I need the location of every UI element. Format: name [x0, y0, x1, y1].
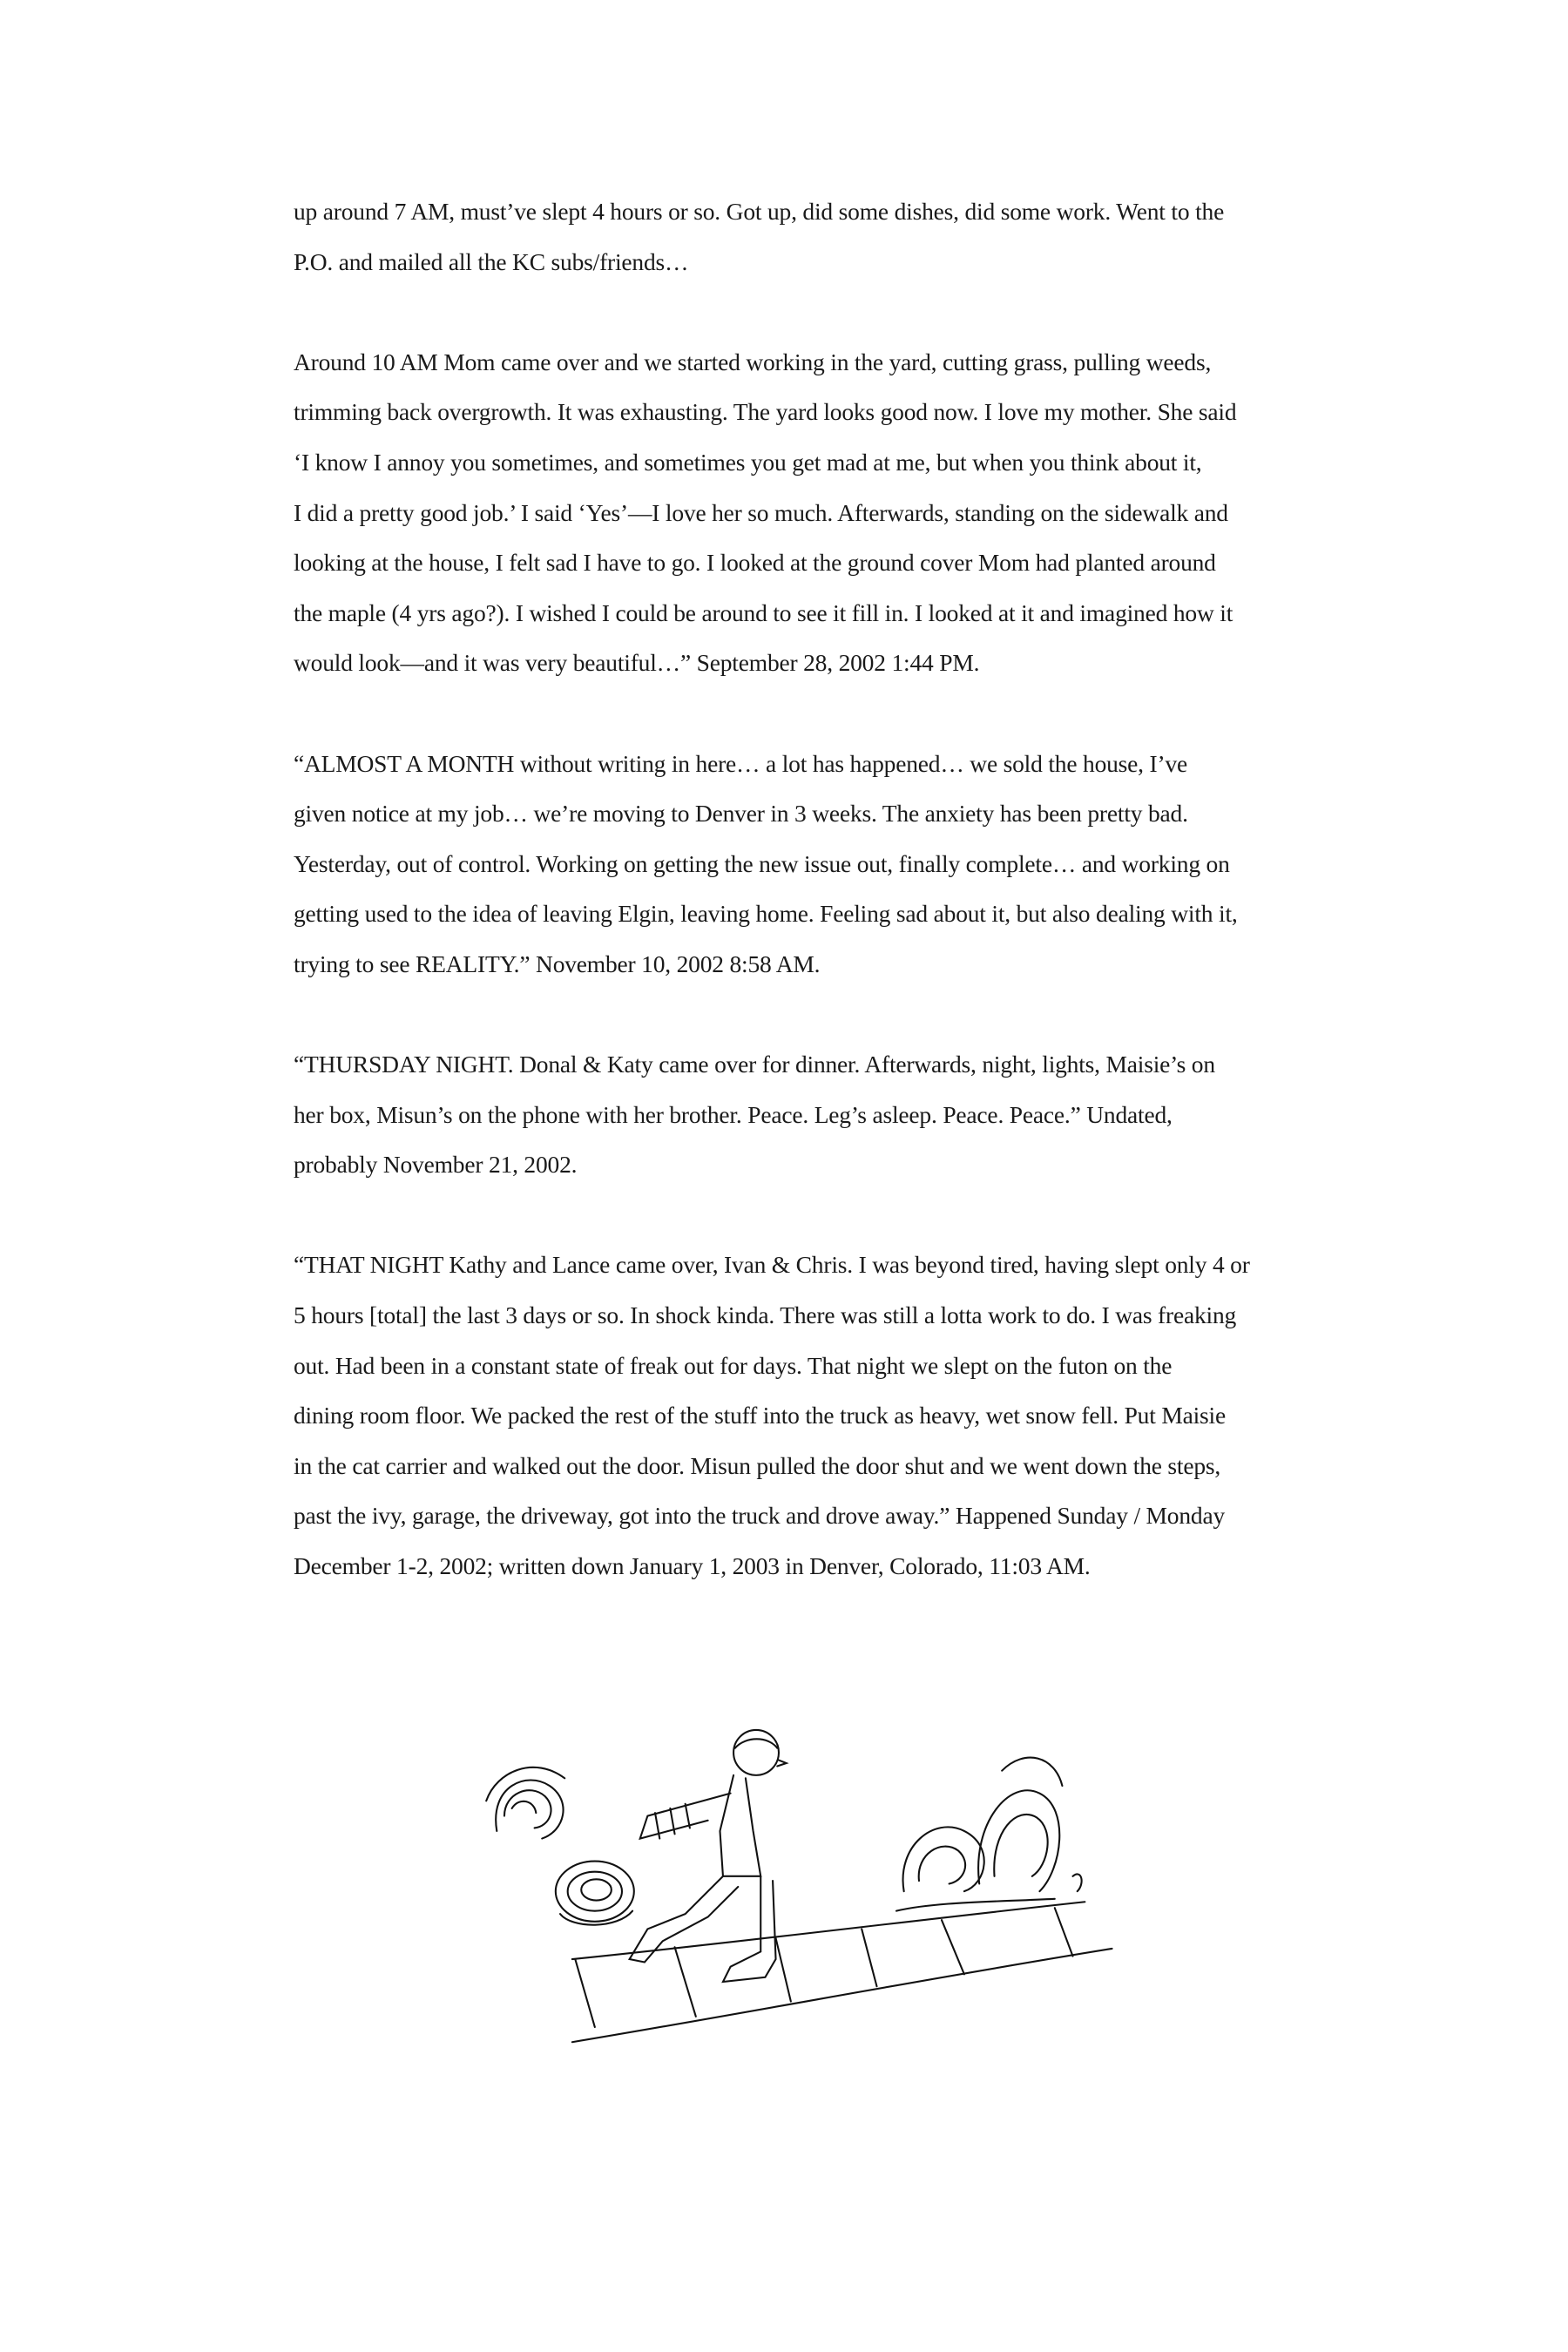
journal-entry [294, 1240, 1295, 1591]
journal-entry [294, 739, 1295, 990]
journal-text [294, 186, 1295, 1641]
text-line: “THURSDAY NIGHT. Donal & Katy came over for dinner. Afterwards, night, lights, Maisie’s on [294, 1051, 1215, 1078]
walking-man-illustration [482, 1718, 1115, 2050]
text-line: in the cat carrier and walked out the door. Misun pulled the door shut and we went down the steps, [294, 1451, 1221, 1479]
text-line: I did a pretty good job.’ I said ‘Yes’—I love her so much. Afterwards, standing on the sidewalk and [294, 498, 1228, 526]
text-line: dining room floor. We packed the rest of the stuff into the truck as heavy, wet snow fell. Put Maisie [294, 1402, 1226, 1429]
text-line: trimming back overgrowth. It was exhausting. The yard looks good now. I love my mother. She said [294, 398, 1237, 426]
text-line: probably November 21, 2002. [294, 1151, 578, 1179]
journal-entry [294, 1039, 1295, 1190]
text-line: “ALMOST A MONTH without writing in here… a lot has happened… we sold the house, I’ve [294, 749, 1187, 777]
left-bush [486, 1767, 634, 1925]
text-line: up around 7 AM, must’ve slept 4 hours or so. Got up, did some dishes, did some work. Went to the [294, 198, 1225, 225]
text-line: looking at the house, I felt sad I have to go. I looked at the ground cover Mom had planted around [294, 549, 1216, 577]
text-line: Around 10 AM Mom came over and we started working in the yard, cutting grass, pulling weeds, [294, 348, 1212, 375]
journal-entry [294, 186, 1295, 287]
text-line: 5 hours [total] the last 3 days or so. In shock kinda. There was still a lotta work to do. I was freaking [294, 1301, 1237, 1329]
text-line: trying to see REALITY.” November 10, 2002 8:58 AM. [294, 950, 821, 977]
text-line: would look—and it was very beautiful…” September 28, 2002 1:44 PM. [294, 649, 980, 677]
journal-entry [294, 337, 1295, 688]
text-line: “THAT NIGHT Kathy and Lance came over, Ivan & Chris. I was beyond tired, having slept only 4 or [294, 1251, 1250, 1279]
text-line: past the ivy, garage, the driveway, got into the truck and drove away.” Happened Sunday / Monday [294, 1502, 1226, 1530]
text-line: December 1-2, 2002; written down January 1, 2003 in Denver, Colorado, 11:03 AM. [294, 1552, 1091, 1580]
sidewalk [572, 1902, 1112, 2042]
text-line: given notice at my job… we’re moving to Denver in 3 weeks. The anxiety has been pretty bad. [294, 800, 1188, 828]
text-line: ‘I know I annoy you sometimes, and sometimes you get mad at me, but when you think about it, [294, 448, 1202, 476]
text-line: her box, Misun’s on the phone with her brother. Peace. Leg’s asleep. Peace. Peace.” Undated, [294, 1100, 1173, 1128]
text-line: out. Had been in a constant state of freak out for days. That night we slept on the futon on the [294, 1351, 1173, 1379]
right-bush [896, 1758, 1082, 1911]
text-line: P.O. and mailed all the KC subs/friends… [294, 247, 689, 275]
text-line: getting used to the idea of leaving Elgin, leaving home. Feeling sad about it, but also dealing with it, [294, 900, 1238, 928]
text-line: the maple (4 yrs ago?). I wished I could be around to see it fill in. I looked at it and imagined how it [294, 598, 1233, 626]
text-line: Yesterday, out of control. Working on getting the new issue out, finally complete… and working on [294, 849, 1230, 877]
